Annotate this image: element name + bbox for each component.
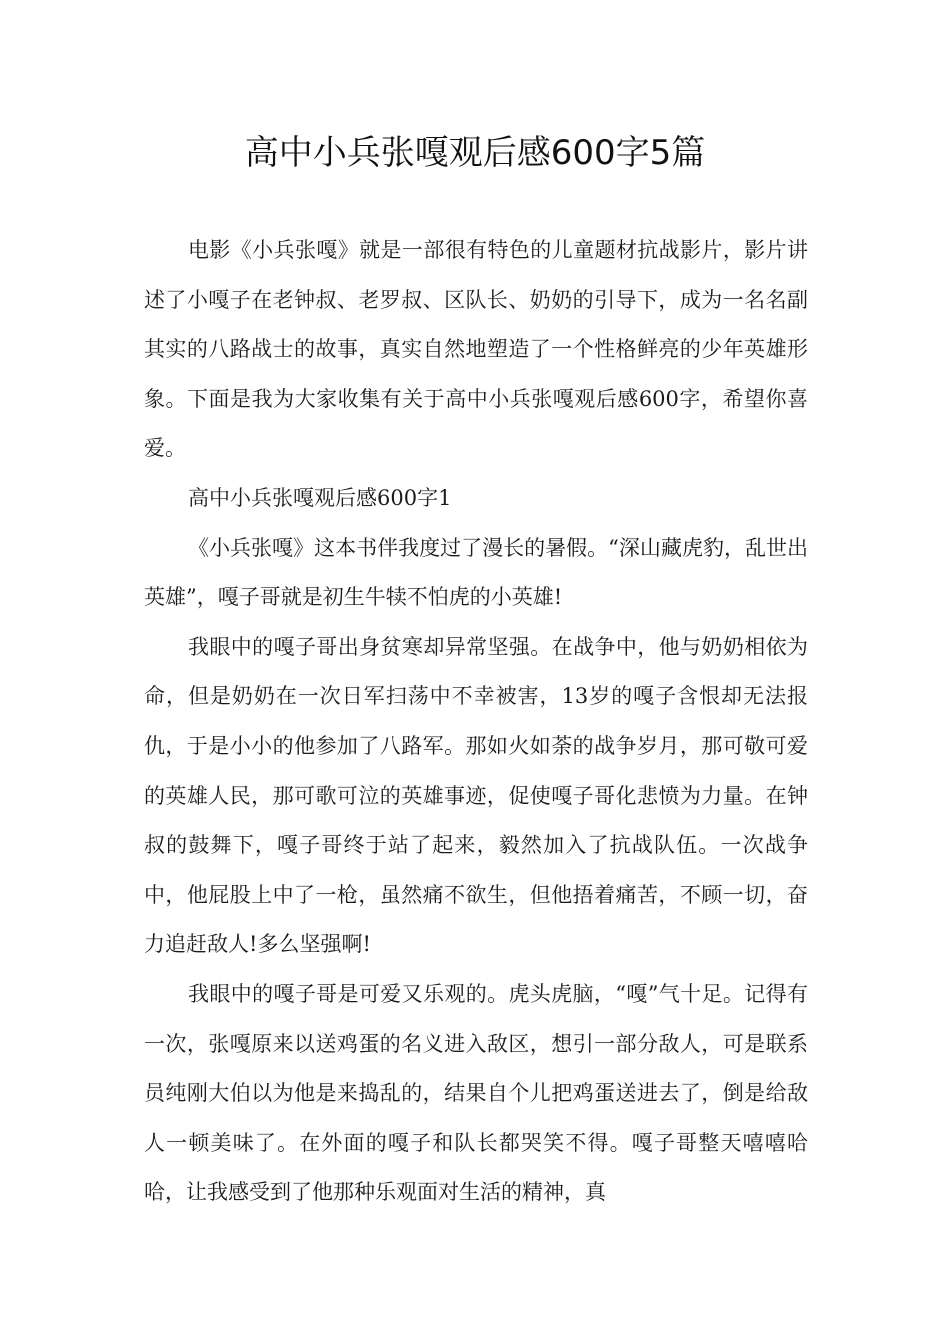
section-heading-1: 高中小兵张嘎观后感600字1 — [188, 485, 452, 510]
paragraph-1: 《小兵张嘎》这本书伴我度过了漫长的暑假。“深山藏虎豹，乱世出英雄”，嘎子哥就是初生牛犊不怕虎的小英雄! — [144, 535, 808, 610]
document-body — [144, 226, 808, 1218]
paragraph-3: 我眼中的嘎子哥是可爱又乐观的。虎头虎脑，“嘎”气十足。记得有一次，张嘎原来以送鸡蛋的名义进入敌区，想引一部分敌人，可是联系员纯刚大伯以为他是来捣乱的，结果自个儿把鸡蛋送进去了，倒是给敌人一顿美味了。在外面的嘎子和队长都哭笑不得。嘎子哥整天嘻嘻哈哈，让我感受到了他那种乐观面对生活的精神，真 — [144, 981, 808, 1205]
paragraph-intro: 电影《小兵张嘎》就是一部很有特色的儿童题材抗战影片，影片讲述了小嘎子在老钟叔、老罗叔、区队长、奶奶的引导下，成为一名名副其实的八路战士的故事，真实自然地塑造了一个性格鲜亮的少年英雄形象。下面是我为大家收集有关于高中小兵张嘎观后感600字，希望你喜爱。 — [144, 238, 808, 461]
document-title: 高中小兵张嘎观后感600字5篇 — [244, 133, 706, 173]
paragraph-2: 我眼中的嘎子哥出身贫寒却异常坚强。在战争中，他与奶奶相依为命，但是奶奶在一次日军扫荡中不幸被害，13岁的嘎子含恨却无法报仇，于是小小的他参加了八路军。那如火如荼的战争岁月，那可敬可爱的英雄人民，那可歌可泣的英雄事迹，促使嘎子哥化悲愤为力量。在钟叔的鼓舞下，嘎子哥终于站了起来，毅然加入了抗战队伍。一次战争中，他屁股上中了一枪，虽然痛不欲生，但他捂着痛苦，不顾一切，奋力追赶敌人!多么坚强啊! — [144, 634, 808, 957]
